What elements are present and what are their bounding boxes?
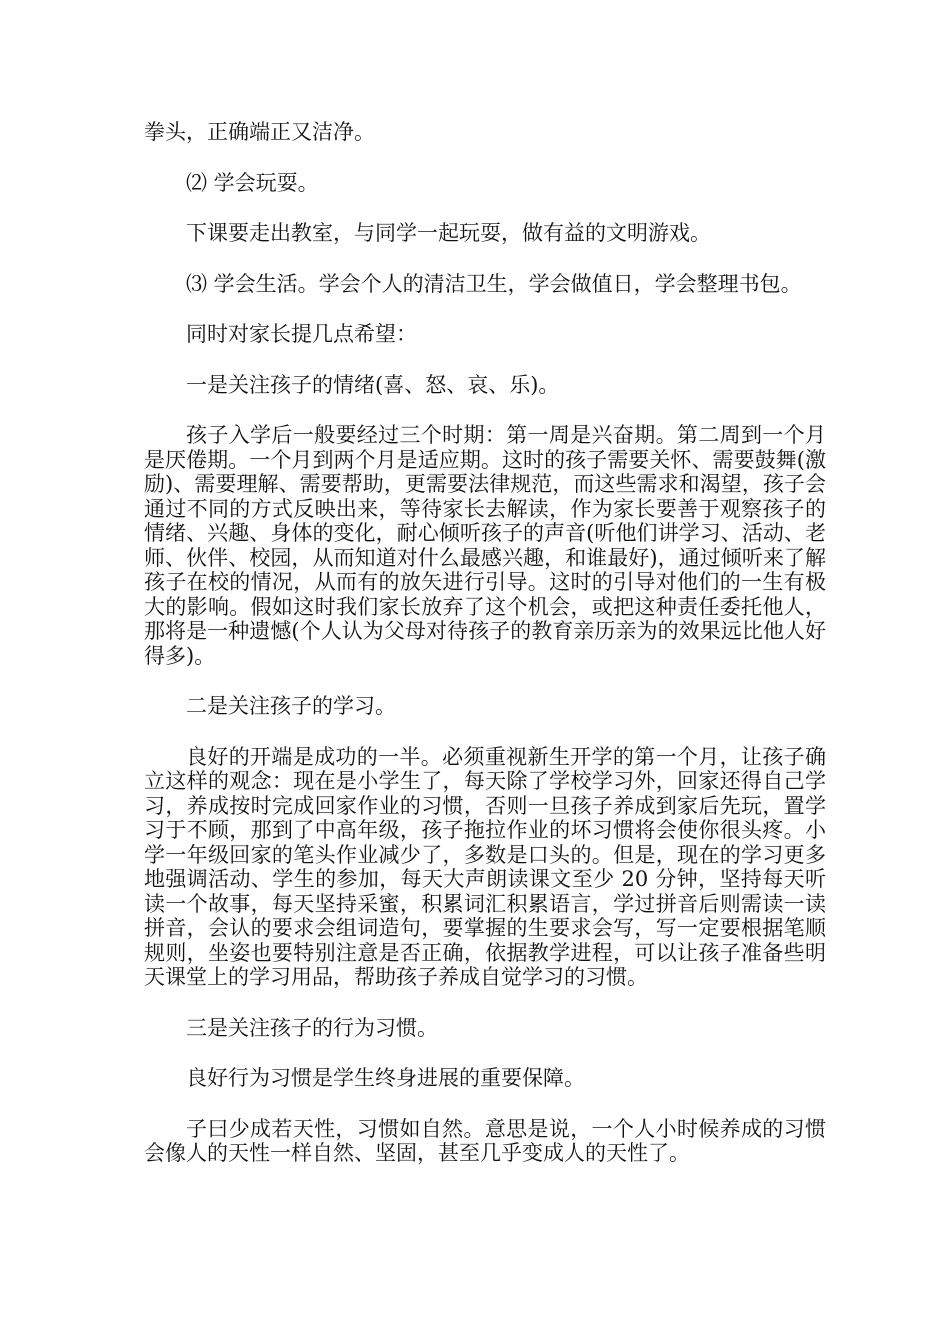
heading-study: 二是关注孩子的学习。 — [186, 694, 396, 718]
paragraph-1: 拳头，正确端正又洁净。 — [144, 120, 375, 144]
heading-emotions: 一是关注孩子的情绪(喜、怒、哀、乐)。 — [186, 372, 560, 397]
paragraph-habits-1: 良好行为习惯是学生终身进展的重要保障。 — [186, 1066, 585, 1090]
heading-habits: 三是关注孩子的行为习惯。 — [186, 1015, 438, 1040]
paragraph-3: 下课要走出教室，与同学一起玩耍，做有益的文明游戏。 — [186, 221, 711, 245]
paragraph-emotions-body: 孩子入学后一般要经过三个时期：第一周是兴奋期。第二周到一个月是厌倦期。一个月到两个月是适应期。这时的孩子需要关怀、需要鼓舞(激励)、需要理解、需要帮助，更需要法律规范，而这些需求和渴望，孩子会通过不同的方式反映出来，等待家长去解读，作为家长要善于观察孩子的情绪、兴趣、身体的变化，耐心倾听孩子的声音(听他们讲学习、活动、老师、伙伴、校园，从而知道对什么最感兴趣，和谁最好)，通过倾听来了解孩子在校的情况，从而有的放矢进行引导。这时的引导对他们的一生有极大的影响。假如这时我们家长放弃了这个机会，或把这种责任委托他人，那将是一种遗憾(个人认为父母对待孩子的教育亲历亲为的效果远比他人好得多)。 — [144, 423, 826, 668]
paragraph-study-body: 良好的开端是成功的一半。必须重视新生开学的第一个月，让孩子确立这样的观念：现在是小学生了，每天除了学校学习外，回家还得自己学习，养成按时完成回家作业的习惯，否则一旦孩子养成到家后先玩，置学习于不顾，那到了中高年级，孩子拖拉作业的坏习惯将会使你很头疼。小学一年级回家的笔头作业减少了，多数是口头的。但是，现在的学习更多地强调活动、学生的参加，每天大声朗读课文至少 20 分钟，坚持每天听读一个故事，每天坚持采蜜，积累词汇积累语言，学过拼音后则需读一读拼音，会认的要求会组词造句，要掌握的生要求会写，写一定要根据笔顺规则，坐姿也要特别注意是否正确，依据教学进程，可以让孩子准备些明天课堂上的学习用品，帮助孩子养成自觉学习的习惯。 — [144, 744, 826, 989]
paragraph-2: ⑵ 学会玩耍。 — [186, 170, 319, 195]
paragraph-habits-2: 子曰少成若天性，习惯如自然。意思是说，一个人小时候养成的习惯会像人的天性一样自然、坚固，甚至几乎变成人的天性了。 — [144, 1116, 826, 1165]
document-page — [144, 120, 826, 1192]
paragraph-5: 同时对家长提几点希望： — [186, 322, 417, 346]
paragraph-4: ⑶ 学会生活。学会个人的清洁卫生，学会做值日，学会整理书包。 — [186, 271, 802, 296]
